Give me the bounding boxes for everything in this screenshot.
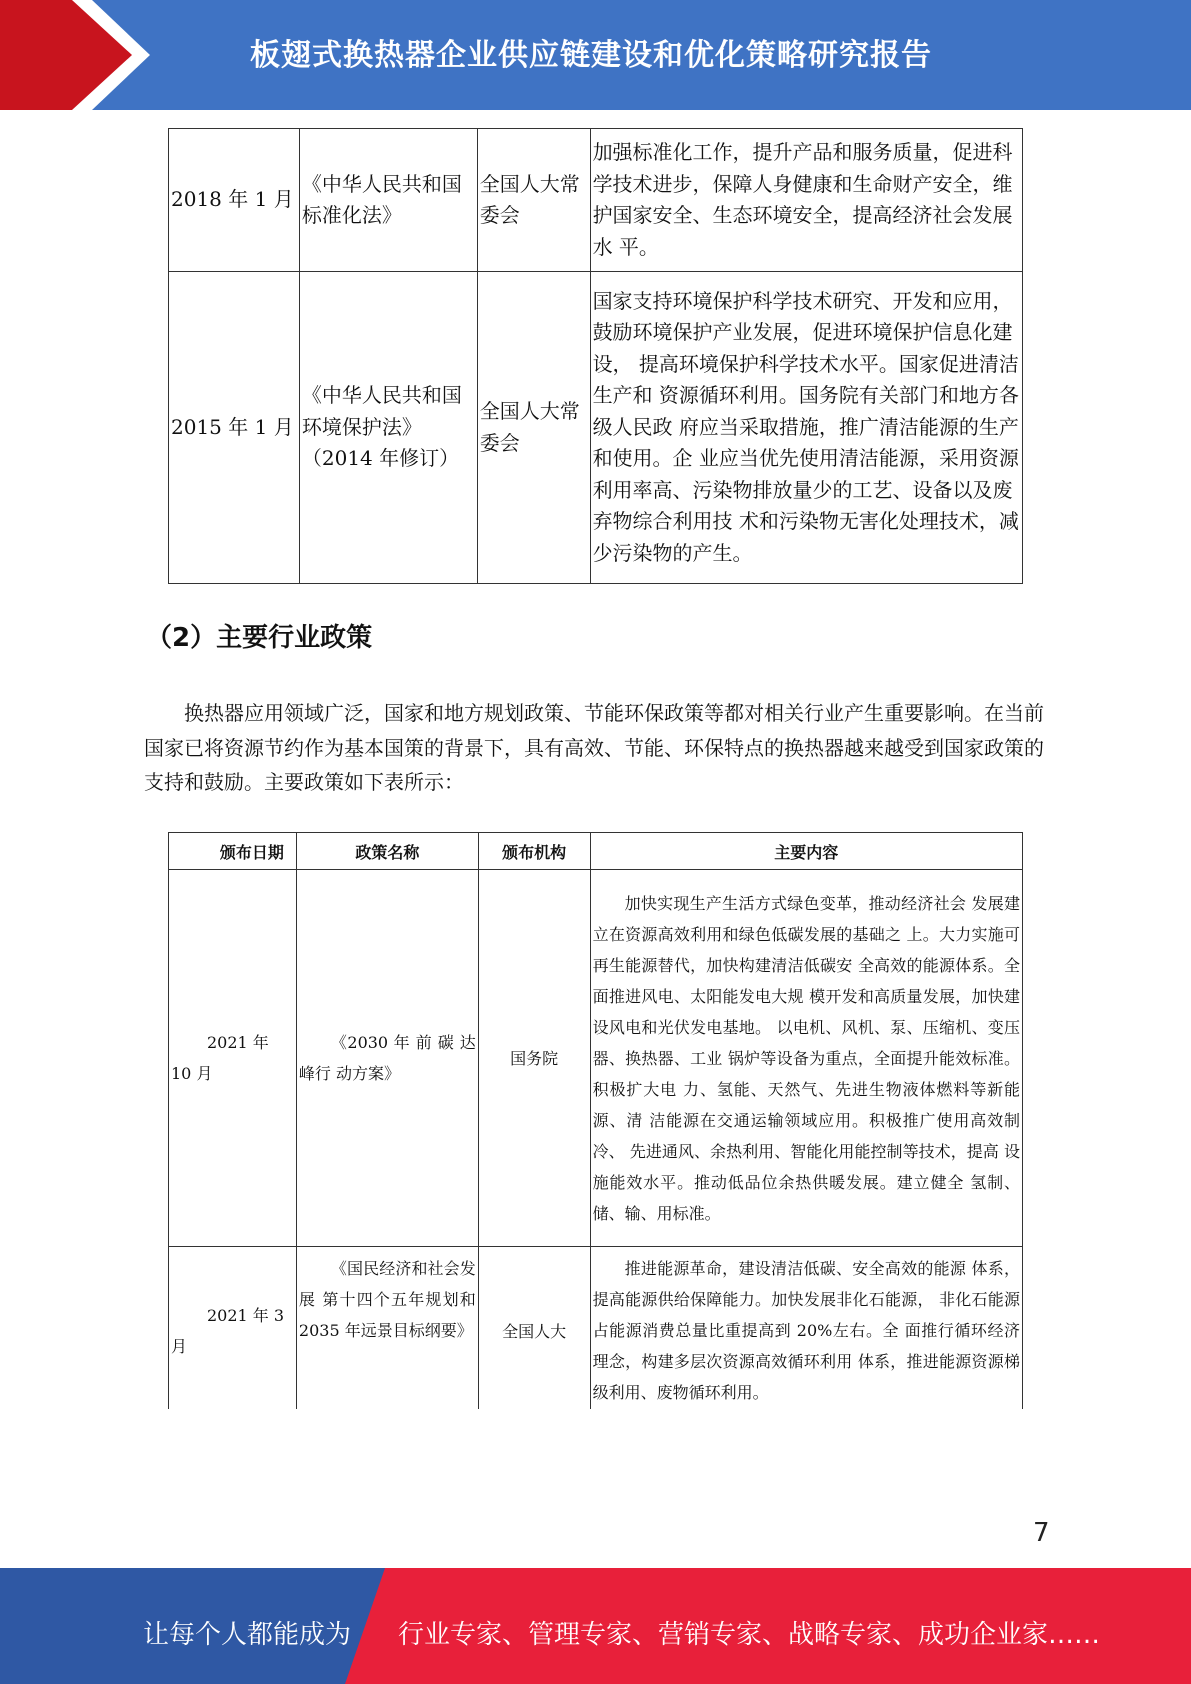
policy-name-cell: 《2030 年 前 碳 达 峰行 动方案》: [296, 870, 478, 1247]
header-arrow-decoration: [0, 0, 160, 110]
table-row: [169, 870, 1023, 1247]
issuer-cell: 国务院: [478, 870, 590, 1247]
content-cell: 国家支持环境保护科学技术研究、开发和应用， 鼓励环境保护产业发展，促进环境保护信息化建设， 提高环境保护科学技术水平。国家促进清洁生产和 资源循环利用。国务院有关部门和地方各级人民政 府应当采取措施，推广清洁能源的生产和使用。企 业应当优先使用清洁能源，采用资源利用率高、污染物排放量少的工艺、设备以及废弃物综合利用技 术和污染物无害化处理技术，减少污染物的产生。: [590, 272, 1022, 584]
policy-name-cell: 《中华人民共和国标准化法》: [299, 129, 477, 272]
content-cell: 加快实现生产生活方式绿色变革，推动经济社会 发展建立在资源高效利用和绿色低碳发展的基础之 上。大力实施可再生能源替代，加快构建清洁低碳安 全高效的能源体系。全面推进风电、太阳能发电大规 模开发和高质量发展，加快建设风电和光伏发电基地。 以电机、风机、泵、压缩机、变压器、换热器、工业 锅炉等设备为重点，全面提升能效标准。积极扩大电 力、氢能、天然气、先进生物液体燃料等新能源、清 洁能源在交通运输领域应用。积极推广使用高效制冷、 先进通风、余热利用、智能化用能控制等技术，提高 设施能效水平。推动低品位余热供暖发展。建立健全 氢制、储、输、用标准。: [590, 870, 1022, 1247]
table-row: [169, 272, 1023, 584]
content-cell: 加强标准化工作，提升产品和服务质量，促进科学技术进步，保障人身健康和生命财产安全，维 护国家安全、生态环境安全，提高经济社会发展水 平。: [590, 129, 1022, 272]
footer-slogan-left: 让每个人都能成为: [143, 1620, 352, 1650]
law-table: [168, 128, 1023, 584]
table-row: [169, 1247, 1023, 1410]
date-cell: 2015 年 1 月: [169, 272, 300, 584]
policy-table: [168, 832, 1023, 1409]
header-title: 板翅式换热器企业供应链建设和优化策略研究报告: [250, 38, 932, 73]
page-footer: [0, 1568, 1191, 1684]
issuer-cell: 全国人大: [478, 1247, 590, 1410]
date-cell: 2018 年 1 月: [169, 129, 300, 272]
column-header-date: 颁布日期: [169, 833, 297, 870]
column-header-issuer: 颁布机构: [478, 833, 590, 870]
body-paragraph: 换热器应用领域广泛，国家和地方规划政策、节能环保政策等都对相关行业产生重要影响。在当前国家已将资源节约作为基本国策的背景下，具有高效、节能、环保特点的换热器越来越受到国家政策的支持和鼓励。主要政策如下表所示：: [144, 701, 1044, 794]
policy-name-cell: 《中华人民共和国环境保护法》（2014 年修订）: [299, 272, 477, 584]
page-number: 7: [1033, 1518, 1050, 1548]
column-header-name: 政策名称: [296, 833, 478, 870]
date-cell: 2021 年 10 月: [169, 870, 297, 1247]
section-heading: （2）主要行业政策: [146, 623, 373, 653]
column-header-content: 主要内容: [590, 833, 1022, 870]
table-header-row: [169, 833, 1023, 870]
policy-name-cell: 《国民经济和社会发展 第十四个五年规划和 2035 年远景目标纲要》: [296, 1247, 478, 1410]
date-cell: 2021 年 3 月: [169, 1247, 297, 1410]
table-row: [169, 129, 1023, 272]
issuer-cell: 全国人大常委会: [477, 129, 590, 272]
content-cell: 推进能源革命，建设清洁低碳、安全高效的能源 体系，提高能源供给保障能力。加快发展非化石能源， 非化石能源占能源消费总量比重提高到 20%左右。全 面推行循环经济理念，构建多层次资源高效循环利用 体系，推进能源资源梯级利用、废物循环利用。: [590, 1247, 1022, 1410]
footer-slogan-right: 行业专家、管理专家、营销专家、战略专家、成功企业家……: [398, 1620, 1101, 1650]
page-header: [0, 0, 1191, 110]
issuer-cell: 全国人大常委会: [477, 272, 590, 584]
